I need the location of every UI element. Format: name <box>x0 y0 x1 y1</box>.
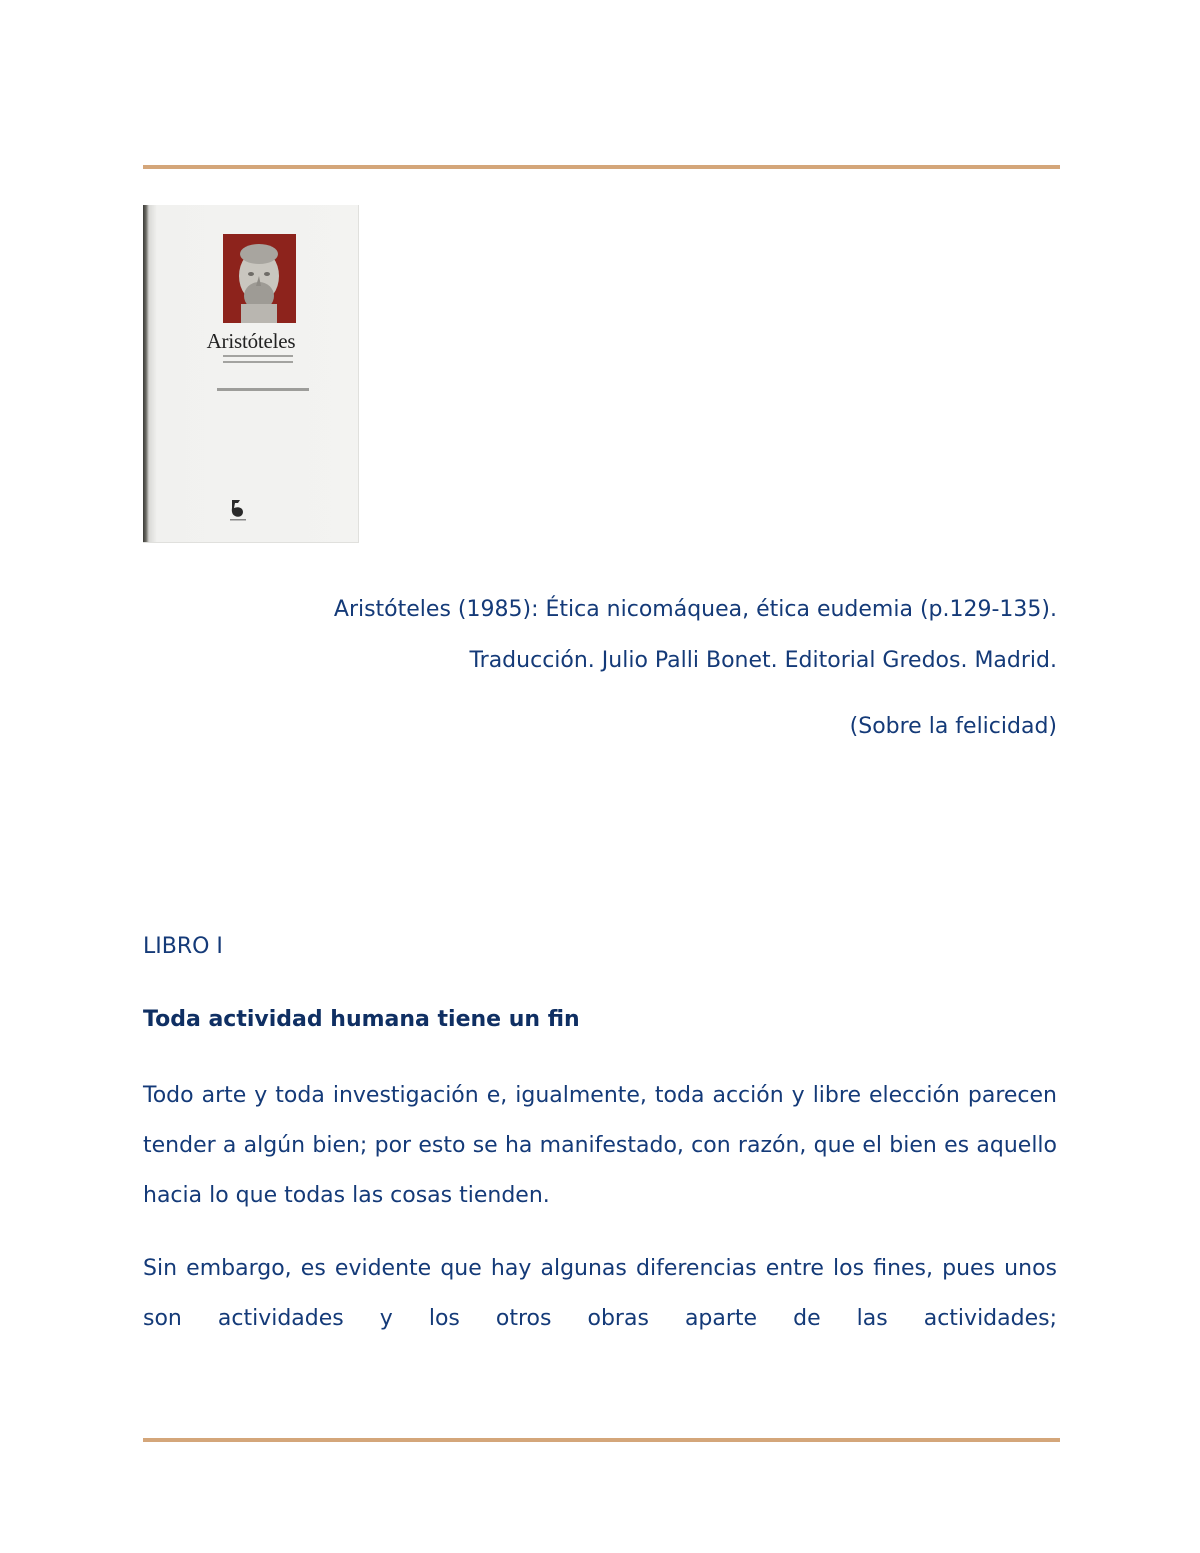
aristotle-portrait <box>223 234 296 323</box>
paragraph-1: Todo arte y toda investigación e, igualmente, toda acción y libre elección parecen tender a algún bien; por esto se ha manifestado, con razón, que el bien es aquello hacia lo que todas las cosas tienden. <box>143 1083 1057 1208</box>
publisher-logo-icon <box>227 497 249 523</box>
paragraph-2: Sin embargo, es evidente que hay algunas diferencias entre los fines, pues unos son actividades y los otros obras aparte de las actividades; <box>143 1256 1057 1331</box>
top-divider <box>143 165 1060 169</box>
topic-subtitle: (Sobre la felicidad) <box>849 714 1057 739</box>
cover-works-line <box>217 388 309 391</box>
bibliographic-citation <box>334 584 1057 686</box>
cover-subtitle-lines <box>223 355 293 371</box>
section-heading: Toda actividad humana tiene un fin <box>143 1007 580 1032</box>
book-label: LIBRO I <box>143 934 223 959</box>
citation-line-2: Traducción. Julio Palli Bonet. Editorial Gredos. Madrid. <box>469 648 1057 673</box>
book-cover-image <box>143 205 359 543</box>
cover-title: Aristóteles <box>206 329 296 353</box>
bottom-divider <box>143 1438 1060 1442</box>
citation-line-1: Aristóteles (1985): Ética nicomáquea, ética eudemia (p.129-135). <box>333 597 1057 622</box>
